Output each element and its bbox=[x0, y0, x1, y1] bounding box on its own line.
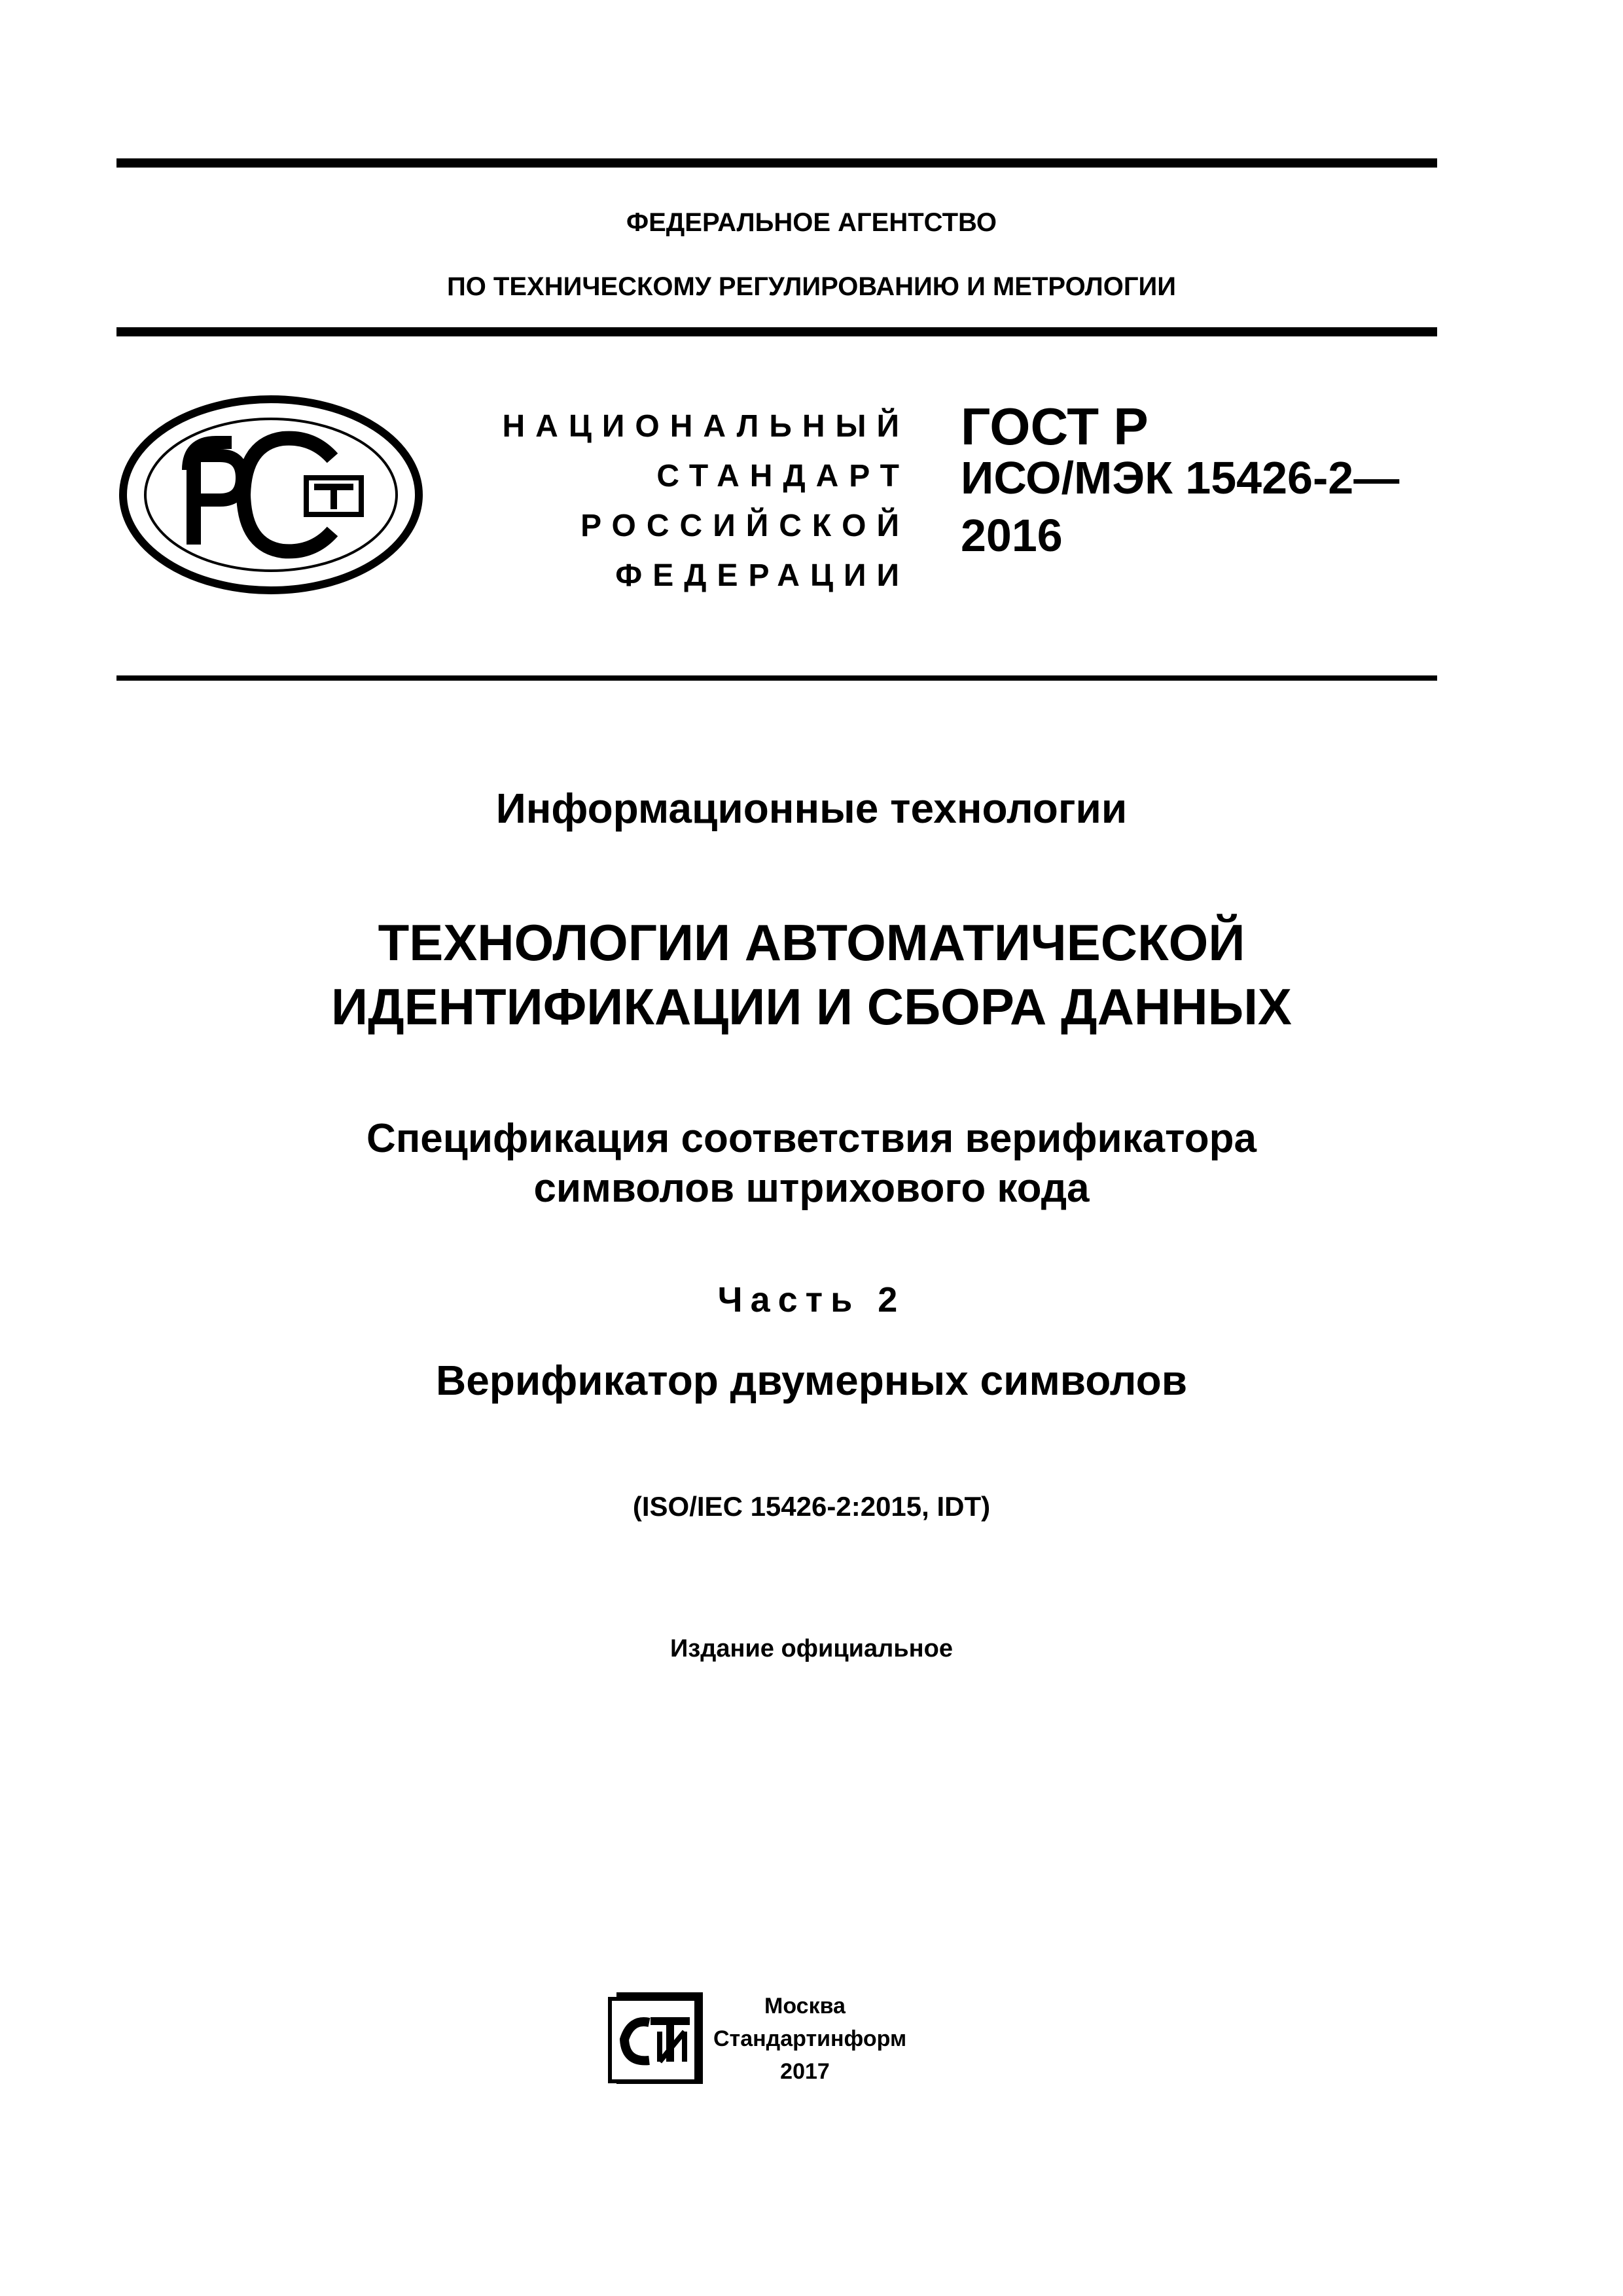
national-standard-line: СТАНДАРТ bbox=[656, 459, 910, 493]
part-number: Часть 2 bbox=[717, 1280, 906, 1319]
publisher-city: Москва bbox=[764, 1994, 846, 2018]
part-title: Верификатор двумерных символов bbox=[435, 1357, 1188, 1404]
standard-designation-line3: 2016 bbox=[961, 510, 1063, 561]
main-title-line2: ИДЕНТИФИКАЦИИ И СБОРА ДАННЫХ bbox=[331, 978, 1292, 1035]
subtitle-line1: Спецификация соответствия верификатора bbox=[366, 1116, 1257, 1161]
publication-year: 2017 bbox=[780, 2059, 830, 2084]
subtitle-line2: символов штрихового кода bbox=[533, 1166, 1090, 1211]
publisher-name: Стандартинформ bbox=[713, 2026, 907, 2051]
national-standard-line: НАЦИОНАЛЬНЫЙ bbox=[502, 409, 910, 444]
rst-certification-mark-icon bbox=[116, 393, 425, 597]
edition-label: Издание официальное bbox=[670, 1635, 953, 1662]
main-title-line1: ТЕХНОЛОГИИ АВТОМАТИЧЕСКОЙ bbox=[378, 914, 1245, 971]
agency-rule bbox=[116, 327, 1437, 336]
agency-name-line2: ПО ТЕХНИЧЕСКОМУ РЕГУЛИРОВАНИЮ И МЕТРОЛОГИИ bbox=[446, 272, 1177, 301]
top-rule bbox=[116, 158, 1437, 168]
standard-designation-line1: ГОСТ Р bbox=[961, 397, 1149, 456]
iso-reference: (ISO/IEC 15426-2:2015, IDT) bbox=[632, 1491, 991, 1522]
agency-name-line1: ФЕДЕРАЛЬНОЕ АГЕНТСТВО bbox=[626, 208, 997, 237]
header-bottom-rule bbox=[116, 675, 1437, 681]
national-standard-line: РОССИЙСКОЙ bbox=[580, 509, 910, 543]
standartinform-logo-icon bbox=[607, 1990, 705, 2087]
standard-designation-line2: ИСО/МЭК 15426-2— bbox=[961, 452, 1400, 503]
national-standard-line: ФЕДЕРАЦИИ bbox=[615, 558, 910, 593]
general-title: Информационные технологии bbox=[495, 785, 1128, 832]
